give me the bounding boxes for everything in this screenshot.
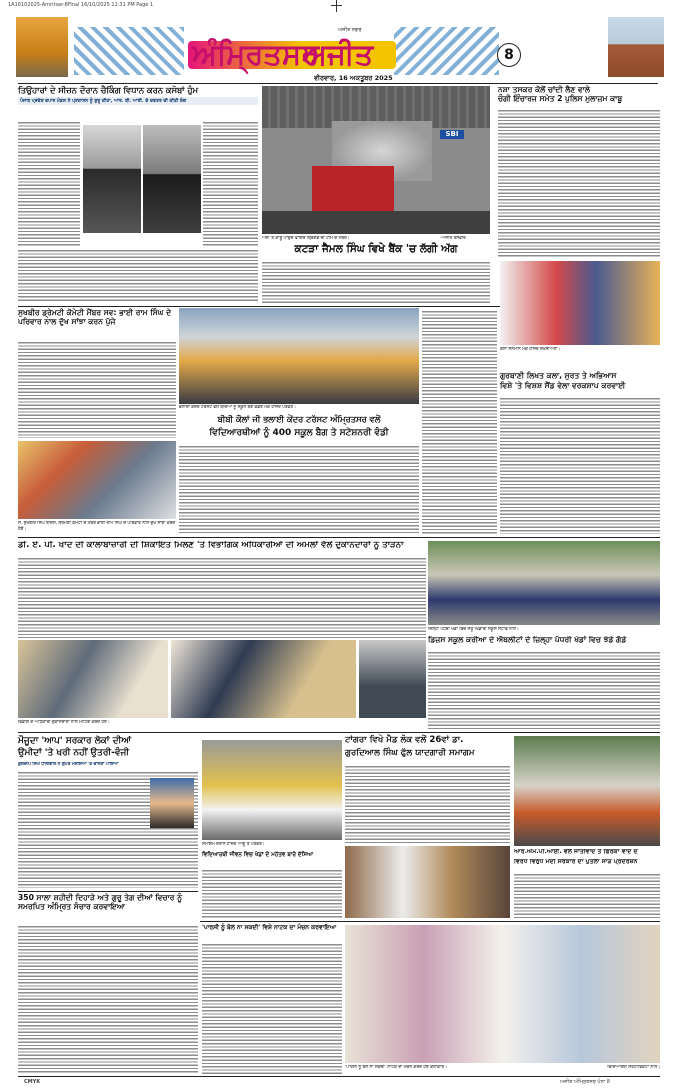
aap-subheadline: ਕੁਲਦੀਪ ਸਿੰਘ ਧਾਲੀਵਾਲ ਨੇ ਗੁਪਤ ਮਸਲਿਆਂ 'ਤੇ ਚਾਨਣਾ ਪਾਇਆ — [18, 762, 119, 767]
article-text — [345, 764, 510, 844]
article-text — [498, 108, 660, 258]
pattern-left — [74, 27, 184, 75]
masthead — [12, 13, 667, 83]
bibi-headline-1: ਬੀਬੀ ਕੌਲਾਂ ਜੀ ਭਲਾਈ ਕੇਂਦਰ ਟਰੱਸਟ ਅੰਮ੍ਰਿਤਸਰ ਵਲੋਂ — [217, 414, 381, 424]
masthead-title-right: ਅਜੀਤ — [302, 37, 374, 71]
dap-photo-2 — [171, 640, 356, 718]
school-bags-photo — [179, 308, 419, 404]
aap-headline-2: ਉਮੀਦਾਂ 'ਤੇ ਖਰੀ ਨਹੀਂ ਉਤਰੀ-ਵੰਜੀ — [18, 748, 130, 758]
middle-small-headline: ਵਿਦਿਆਰਥੀ ਜੀਵਨ ਵਿਚ ਖੇਡਾਂ ਦੇ ਮਹੱਤਵ ਬਾਰੇ ਦੱਸਿਆ — [202, 852, 314, 858]
students-photo — [345, 925, 660, 1063]
article-text — [18, 556, 426, 638]
masthead-date: ਵੀਰਵਾਰ, 16 ਅਕਤੂਬਰ 2025 — [314, 74, 393, 82]
article-text — [428, 650, 660, 730]
footer-left: CMYK — [24, 1079, 41, 1085]
portrait-photo — [83, 125, 141, 233]
sukhbir-caption: ਸ. ਸੁਖਬੀਰ ਸਿੰਘ ਬਾਦਲ, ਸ੍ਰੋਮਣੀ ਕਮੇਟੀ ਦੇ ਮੈਂਬਰ ਭਾਈ ਰਾਮ ਸਿੰਘ ਦੇ ਪਰਿਵਾਰ ਨਾਲ ਦੁੱਖ ਸਾਂਝਾ ਕਰਦੇ ਹੋਏ। — [18, 521, 176, 532]
gurbani-headline-1: ਗੁਰਬਾਣੀ ਲਿਖਤ ਕਲਾ, ਸੁਰਤ ਤੇ ਅਭਿਆਸ — [500, 371, 617, 380]
article-text — [18, 340, 176, 438]
registration-mark — [331, 5, 342, 6]
protest-photo — [514, 736, 660, 846]
article-text — [179, 444, 419, 534]
masthead-small-label: ਅਜੀਤ ਨਗਰ — [338, 27, 362, 33]
portrait-photo — [143, 125, 201, 233]
photo-credit: -ਅਜੀਤ ਤਸਵੀਰ — [440, 236, 466, 241]
bibi-caption: ਭਲਾਈ ਕੇਂਦਰ ਟਰੱਸਟ ਵਲੋਂ ਬੱਚਿਆਂ ਨੂੰ ਸਕੂਲ ਬੈਗ ਵੰਡਣ ਮੌਕੇ ਹਾਜ਼ਰ ਪਤਵੰਤੇ। — [179, 405, 296, 410]
divider — [18, 83, 658, 84]
registration-mark — [336, 0, 337, 12]
tangra-headline-2: ਗੁਰਦਿਆਲ ਸਿੰਘ ਫੁੱਲ ਯਾਦਗਾਰੀ ਸਮਾਗਮ — [345, 748, 475, 758]
bottom-center-headline: 'ਪਾਰਸੀ ਨੂੰ ਬੋਲ ਨਾ ਸਕਦੀ' ਵਿਸ਼ੇ ਨਾਟਕ ਦਾ ਮੰਚਨ ਕਰਵਾਇਆ — [202, 924, 337, 931]
protest-headline-2: ਵਿਰੋਧ ਵਿਰੁੱਧ ਮੋਦੀ ਸਰਕਾਰ ਦਾ ਪੁਤਲਾ ਸਾੜ ਪ੍ਰਦਰਸ਼ਨ — [514, 859, 638, 865]
golden-temple-image — [16, 17, 68, 77]
fire-caption: ਅੱਗ 'ਤੇ ਕਾਬੂ ਪਾਉਂਦੇ ਫਾਇਰ ਬ੍ਰਿਗੇਡ ਦੀ ਟੀਮ ਦੇ ਮੈਂਬਰ। — [262, 236, 350, 241]
headline: ਚੰਗੀ ਇੰਚਾਰਜ ਸਮੇਤ 2 ਪੁਲਿਸ ਮੁਲਾਜ਼ਮ ਕਾਬੂ — [498, 93, 623, 103]
article-text — [203, 120, 258, 246]
dap-caption: ਵਿਭਾਗ ਦੇ ਅਧਿਕਾਰੀ ਦੁਕਾਨਦਾਰਾਂ ਨਾਲ ਮੀਟਿੰਗ ਕਰਦੇ ਹੋਏ। — [18, 720, 110, 725]
tangra-photo — [345, 846, 510, 918]
divider — [18, 732, 660, 733]
bottom-caption: 'ਪਾਰਸੀ ਨੂੰ ਬੋਲ ਨਾ ਸਕਦੀ' ਨਾਟਕ ਦਾ ਮੰਚਨ ਕਰਦੇ ਹੋਏ ਕਲਾਕਾਰ। — [345, 1065, 447, 1070]
gurbani-headline-2: ਵਿਸ਼ੇ 'ਤੇ ਵਿਸ਼ਸ਼ ਸੈਂਡ ਵੇਲਾ ਵਰਕਸ਼ਾਪ ਕਰਵਾਈ — [500, 381, 626, 390]
fire-headline: ਕਟੜਾ ਜੈਮਲ ਸਿੰਘ ਵਿਖੇ ਬੈਂਕ 'ਚ ਲੱਗੀ ਅੱਗ — [294, 243, 458, 255]
bottom-right-caption: ਵਿਦਿਆਰਥੀ ਸਰਟੀਫਿਕੇਟਾਂ ਨਾਲ। — [607, 1065, 660, 1070]
fire-truck — [312, 166, 394, 214]
article-text — [202, 868, 342, 918]
article-text — [202, 942, 342, 1074]
sukhbir-headline: ਸੁਖਬੀਰ ਡ੍ਰੇਮਟੀ ਕੋਮੇਟੀ ਮੈਂਬਰ ਸਵ: ਭਾਈ ਰਾਮ ਸਿੰਘ ਦੇ ਪਰਿਵਾਰ ਨਾਲ ਦੁੱਖ ਸਾਂਝਾ ਕਰਨ ਪੁੱਜੇ — [18, 308, 172, 326]
article-text — [422, 309, 497, 534]
fire-photo — [262, 86, 490, 234]
article-text — [262, 260, 490, 303]
mla-portrait — [150, 778, 194, 828]
footer-right: ਅਜੀਤ ਅੰਮ੍ਰਿਤਸਰ ਪੰਨਾ 8 — [560, 1079, 610, 1085]
story-bottom-left — [18, 891, 198, 911]
sbi-sign: SBI — [440, 130, 464, 139]
article-text — [514, 872, 660, 918]
article-text — [18, 924, 198, 1074]
bibi-headline-2: ਵਿਦਿਆਰਥੀਆਂ ਨੂੰ 400 ਸਕੂਲ ਬੈਗ ਤੇ ਸਟੇਸ਼ਨਰੀ ਵੰਡੀ — [209, 428, 389, 438]
group-caption: ਸਮਾਗਮ ਦੌਰਾਨ ਹਾਜ਼ਰ ਆਗੂ ਤੇ ਪਤਵੰਤੇ। — [202, 842, 265, 847]
article-text — [500, 396, 660, 534]
protest-headline-1: ਆਰ.ਐੱਮ.ਪੀ.ਆਈ. ਵਲੋਂ ਜਾਤੀਵਾਦ ਤੇ ਫਿਰਕਾ ਵਾਦ ਦੇ — [514, 849, 638, 855]
divider — [200, 921, 660, 922]
school-caption: ਜ਼ਿਲ੍ਹਾ ਪੱਧਰੀ ਖੇਡਾਂ ਵਿਚ ਜੇਤੂ ਖਿਡਾਰੀ ਸਕੂਲ ਸਟਾਫ਼ ਨਾਲ। — [428, 627, 519, 632]
headline: ਨਸ਼ਾ ਤਸਕਰ ਕੋਲੋਂ ਚਾਂਦੀ ਲੈਣ ਵਾਲੇ — [498, 85, 591, 94]
dap-photo-1 — [18, 640, 168, 718]
dap-photo-3 — [359, 640, 426, 718]
headline: ਤਿਉਹਾਰਾਂ ਦੇ ਸੀਜ਼ਨ ਦੌਰਾਨ ਚੈਕਿੰਗ ਵਿਧਾਨ ਕਰਨ ਕਸੋਬਾਂ ਹੁੰਮ — [18, 85, 198, 95]
aap-headline-1: ਮੌਜੂਦਾ 'ਆਪ' ਸਰਕਾਰ ਲੋਕਾਂ ਦੀਆਂ — [18, 736, 132, 746]
subheadline: ਪੰਜਾਬ ਪ੍ਰਦੇਸ਼ ਵਪਾਰ ਮੰਡਲ ਨੇ ਪ੍ਰਸ਼ਾਸਨ ਨੂੰ ਸ਼ੁਰੂ ਕੀਤਾ, ਆਰ. ਬੀ. ਆਈ. ਦੇ ਦਫਤਰ ਦੀ ਕੀਤੀ ਸ਼ੰਗ — [18, 97, 258, 105]
story-top-right — [498, 86, 660, 103]
masthead-title-left: ਅੰਮ੍ਰਿਤਸਰ — [192, 37, 320, 71]
athletes-photo — [428, 541, 660, 625]
award-caption: ਕਲਾ ਸਨਮਾਨ ਮੌਕੇ ਹਾਜ਼ਰ ਸ਼ਖਸੀਅਤਾਂ। — [500, 347, 561, 352]
tangra-headline-1: ਟਾਂਗਰਾ ਵਿਖੇ ਮੈਡ ਲੋਕ ਵਲੋਂ 26ਵਾਂ ਡਾ. — [345, 735, 464, 745]
story-top-left — [18, 86, 258, 105]
award-photo — [500, 261, 660, 345]
pattern-right — [394, 27, 499, 75]
article-text — [18, 120, 80, 246]
street — [262, 211, 490, 234]
divider — [18, 1076, 660, 1077]
heritage-building-image — [608, 17, 664, 77]
school-headline: ਡਿਜ਼ਸ ਸਕੂਲ ਕਰੀਆ ਦੇ ਐਥਲੀਟਾਂ ਦੇ ਜ਼ਿਲ੍ਹਾ ਪੱਧਰੀ ਖੇਡਾਂ ਵਿਚ ਝੰਡੇ ਗੱਡੇ — [428, 636, 627, 644]
divider — [18, 537, 660, 538]
bottom-left-headline: 350 ਸਾਲਾ ਸ਼ਹੀਦੀ ਦਿਹਾੜੇ ਅਤੇ ਗੁਰੂ ਤੇਗ ਦੀਆਂ ਵਿਚਾਰ ਨੂੰ ਸਮਰਪਿਤ ਅੰਮ੍ਰਿਤ ਸੰਚਾਰ ਕਰਵਾਇਆ — [18, 893, 183, 911]
page-number-badge: 8 — [497, 43, 521, 67]
group-photo — [202, 740, 342, 840]
sukhbir-photo — [18, 441, 176, 519]
dap-headline: ਡੀ. ਏ. ਪੀ. ਖਾਦ ਦੀ ਕਾਲਾਬਾਜ਼ਾਰੀ ਦੀ ਸ਼ਿਕਾਇਤ ਮਿਲਣ 'ਤੇ ਵਿਭਾਗਿਕ ਅਧਿਕਾਰੀਆਂ ਦੀ ਅਮਲਾਂ ਵੱਲੋਂ ਦੁਕਾਨਦਾਰਾਂ ਨੂੰ ਤਾੜਨਾ — [18, 541, 404, 550]
slug-line: 1A16102025-Amritsar-8Final 16/10/2025 11:31 PM Page 1 — [8, 2, 154, 8]
article-text — [18, 248, 258, 303]
